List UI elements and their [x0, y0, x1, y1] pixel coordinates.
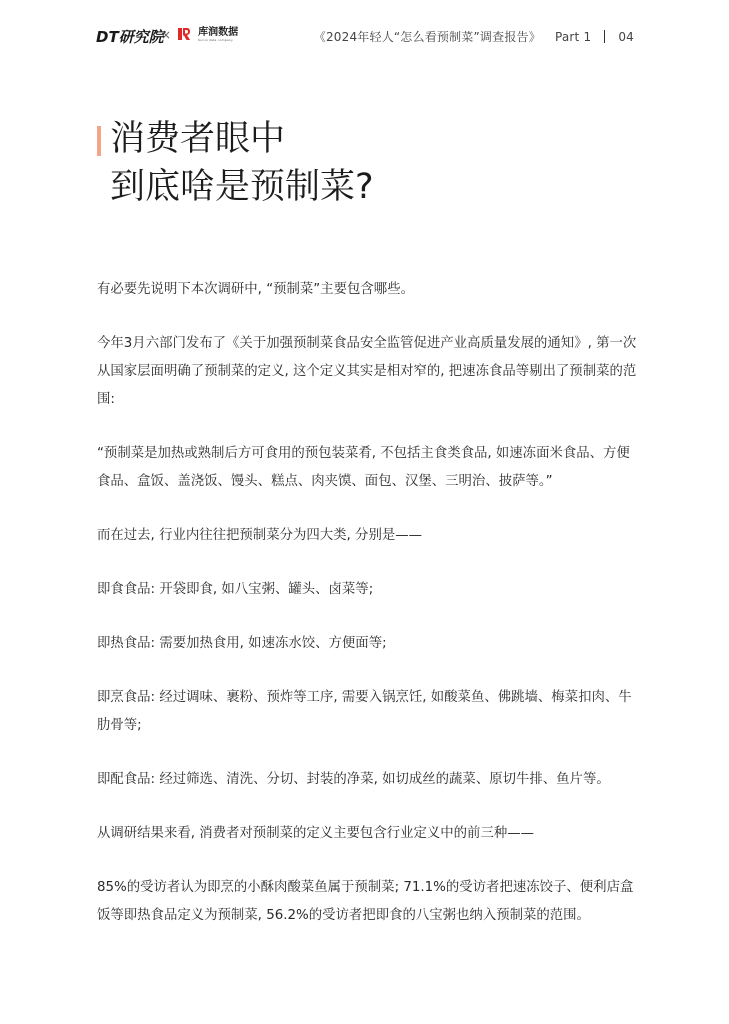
page-title [110, 115, 374, 211]
header-divider [604, 30, 605, 43]
title-accent-bar [97, 126, 101, 156]
body-text [97, 276, 637, 956]
kurun-logo-name: 库润数据 [198, 27, 239, 38]
dt-logo: DT研究院 [96, 28, 164, 46]
logo-separator: × [161, 28, 172, 42]
kurun-logo [177, 27, 238, 45]
page-number: 04 [618, 30, 634, 44]
paragraph: 即热食品: 需要加热食用, 如速冻水饺、方便面等; [97, 636, 387, 651]
paragraph: 今年3月六部门发布了《关于加强预制菜食品安全监管促进产业高质量发展的通知》, 第一次从国家层面明确了预制菜的定义, 这个定义其实是相对窄的, 把速冻食品等剔出了预制菜的范围: [97, 336, 637, 407]
paragraph: 即烹食品: 经过调味、裹粉、预炸等工序, 需要入锅烹饪, 如酸菜鱼、佛跳墙、梅菜扣肉、牛肋骨等; [97, 690, 632, 733]
paragraph: 即食食品: 开袋即食, 如八宝粥、罐头、卤菜等; [97, 582, 374, 597]
kurun-mark-icon [177, 27, 191, 41]
paragraph: 即配食品: 经过筛选、清洗、分切、封装的净菜, 如切成丝的蔬菜、原切牛排、鱼片等。 [97, 772, 610, 787]
paragraph: 有必要先说明下本次调研中, “预制菜”主要包含哪些。 [97, 282, 414, 297]
kurun-logo-text [198, 27, 238, 42]
page-header [0, 0, 729, 70]
header-report-info [314, 28, 634, 45]
kurun-logo-subtitle: Kurun data company [198, 38, 233, 42]
paragraph: 从调研结果来看, 消费者对预制菜的定义主要包含行业定义中的前三种—— [97, 826, 535, 841]
paragraph: 而在过去, 行业内往往把预制菜分为四大类, 分别是—— [97, 528, 423, 543]
page-title-line-1: 消费者眼中 [110, 119, 286, 159]
page-title-line-2: 到底啥是预制菜? [110, 167, 374, 207]
paragraph: “预制菜是加热或熟制后方可食用的预包装菜肴, 不包括主食类食品, 如速冻面米食品、方便食品、盒饭、盖浇饭、馒头、糕点、肉夹馍、面包、汉堡、三明治、披萨等。” [97, 446, 630, 489]
part-label: Part 1 [554, 30, 592, 44]
report-title: 《2024年轻人“怎么看预制菜”调查报告》 [313, 30, 541, 44]
paragraph: 85%的受访者认为即烹的小酥肉酸菜鱼属于预制菜; 71.1%的受访者把速冻饺子、便利店盒饭等即热食品定义为预制菜, 56.2%的受访者把即食的八宝粥也纳入预制菜的范围。 [97, 880, 634, 923]
